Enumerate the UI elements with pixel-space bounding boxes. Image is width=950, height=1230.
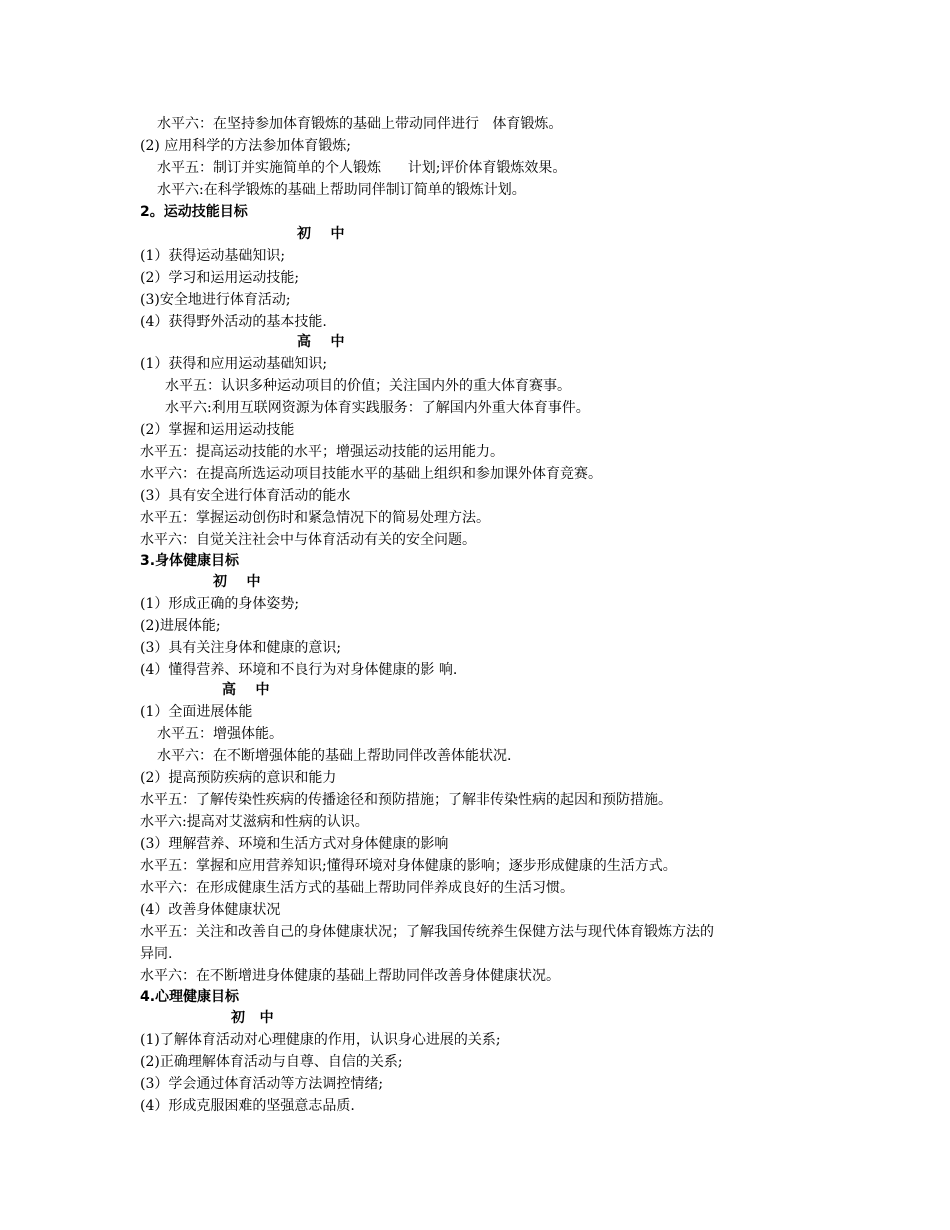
text-line: (2)正确理解体育活动与自尊、自信的关系; [140, 1054, 403, 1070]
text-line: 水平六:提高对艾滋病和性病的认识。 [140, 814, 369, 830]
text-line: 水平六：在提高所选运动项目技能水平的基础上组织和参加课外体育竞赛。 [140, 466, 602, 482]
text-line: 水平六：在坚持参加体育锻炼的基础上带动同伴进行 体育锻炼。 [157, 116, 563, 132]
text-line: (1）形成正确的身体姿势; [140, 596, 300, 612]
text-line: 水平五：制订并实施简单的个人锻炼 计划;评价体育锻炼效果。 [157, 160, 567, 176]
text-line: (4）获得野外活动的基本技能. [140, 314, 327, 330]
text-line: 水平五：掌握运动创伤时和紧急情况下的简易处理方法。 [140, 510, 490, 526]
text-line: (1）获得和应用运动基础知识; [140, 356, 328, 372]
text-line: 水平六：在不断增强体能的基础上帮助同伴改善体能状况. [157, 748, 512, 764]
text-line: 水平六:利用互联网资源为体育实践服务：了解国内外重大体育事件。 [165, 400, 590, 416]
text-line: 异同. [140, 946, 173, 962]
text-line: 水平五：了解传染性疾病的传播途径和预防措施；了解非传染性病的起因和预防措施。 [140, 792, 672, 808]
text-line: (3）具有关注身体和健康的意识; [140, 640, 342, 656]
text-line: 水平五：增强体能。 [157, 726, 283, 742]
text-line: (2）学习和运用运动技能; [140, 270, 300, 286]
text-line: (4）形成克服困难的坚强意志品质. [140, 1098, 355, 1114]
text-line: (3)安全地进行体育活动; [140, 292, 291, 308]
text-line: 水平六：自觉关注社会中与体育活动有关的安全问题。 [140, 532, 476, 548]
text-line: (3）理解营养、环境和生活方式对身体健康的影响 [140, 836, 449, 852]
text-line: (1）获得运动基础知识; [140, 248, 286, 264]
section-heading: 4.心理健康目标 [140, 989, 240, 1005]
text-line: (3）学会通过体育活动等方法调控情绪; [140, 1076, 384, 1092]
text-line: (1）全面进展体能 [140, 704, 253, 720]
text-line: 水平六:在科学锻炼的基础上帮助同伴制订简单的锻炼计划。 [157, 182, 526, 198]
subsection-heading: 高 中 [297, 334, 345, 350]
text-line: (1)了解体育活动对心理健康的作用，认识身心进展的关系; [140, 1032, 501, 1048]
text-line: (2）提高预防疾病的意识和能力 [140, 770, 337, 786]
text-line: (4）改善身体健康状况 [140, 902, 281, 918]
section-heading: 3.身体健康目标 [140, 553, 240, 569]
subsection-heading: 初 中 [213, 574, 261, 590]
text-line: 水平五：认识多种运动项目的价值；关注国内外的重大体育赛事。 [165, 378, 571, 394]
text-line: 水平五：掌握和应用营养知识;懂得环境对身体健康的影响；逐步形成健康的生活方式。 [140, 858, 677, 874]
text-line: 水平五：关注和改善自己的身体健康状况；了解我国传统养生保健方法与现代体育锻炼方法的 [140, 924, 714, 940]
text-line: (4）懂得营养、环境和不良行为对身体健康的影 响. [140, 662, 458, 678]
subsection-heading: 高 中 [222, 682, 270, 698]
text-line: 水平五：提高运动技能的水平；增强运动技能的运用能力。 [140, 444, 504, 460]
section-heading: 2。运动技能目标 [140, 204, 248, 220]
text-line: (3）具有安全进行体育活动的能水 [140, 488, 351, 504]
text-line: 水平六：在形成健康生活方式的基础上帮助同伴养成良好的生活习惯。 [140, 880, 574, 896]
text-line: (2)进展体能; [140, 618, 221, 634]
text-line: 水平六：在不断增进身体健康的基础上帮助同伴改善身体健康状况。 [140, 968, 560, 984]
text-line: (2）掌握和运用运动技能 [140, 422, 295, 438]
text-line: (2) 应用科学的方法参加体育锻炼; [140, 138, 351, 154]
subsection-heading: 初 中 [297, 226, 345, 242]
subsection-heading: 初 中 [231, 1010, 274, 1026]
